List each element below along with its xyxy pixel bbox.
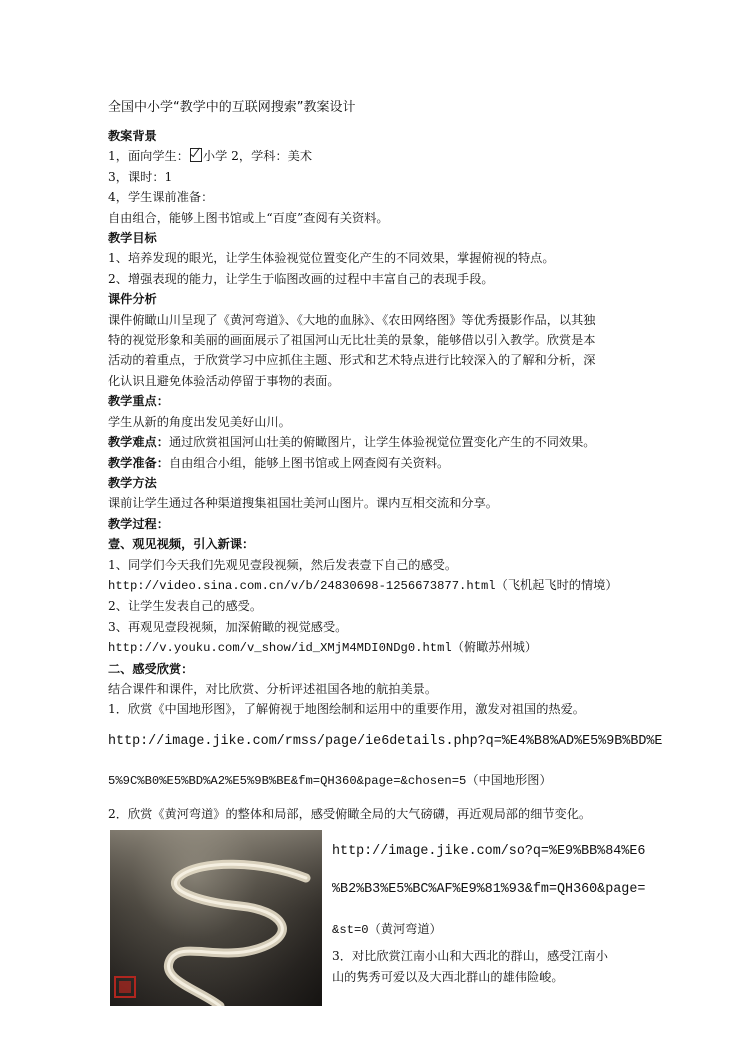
analysis-heading: 课件分析 [108, 292, 157, 307]
part1-url-line [108, 637, 638, 658]
river-link-end[interactable]: &st=0 [332, 922, 369, 937]
part2-heading: 二、感受欣赏： [108, 661, 194, 676]
goal-item: 2、增强表现的能力，让学生于临图改画的过程中丰富自己的表现手段。 [108, 271, 494, 286]
prep-label: 教学准备： [108, 455, 169, 470]
analysis-line: 活动的着重点，于欣赏学习中应抓住主题、形式和艺术特点进行比较深入的了解和分析，深 [108, 353, 596, 368]
video-link-2[interactable]: http://v.youku.com/v_show/id_XMjM4MDI0NDg0.html [108, 641, 452, 656]
analysis-line: 特的视觉形象和美丽的画面展示了祖国河山无比壮美的景象，能够借以引入教学。欣赏是本 [108, 333, 596, 348]
yellow-river-bend-photo [110, 830, 322, 1006]
map-link-continued[interactable]: 5%9C%B0%E5%BD%A2%E5%9B%BE&fm=QH360&page=&chosen=5 [108, 774, 467, 789]
periods-line: 3，课时：1 [108, 169, 173, 184]
part2-intro: 结合课件和课件，对比欣赏、分析评述祖国各地的航拍美景。 [108, 681, 438, 696]
checkbox-checked-icon[interactable] [190, 148, 202, 162]
video-link-1[interactable]: http://video.sina.com.cn/v/b/24830698-1256673877.html [108, 578, 496, 593]
map-link-line-2 [108, 770, 638, 791]
part2-item3-line2: 山的隽秀可爱以及大西北群山的雄伟险峻。 [332, 969, 564, 984]
part2-item3-line1: 3．对比欣赏江南小山和大西北的群山，感受江南小 [332, 949, 608, 964]
audience-line [108, 146, 638, 166]
river-link-line-2[interactable]: %B2%B3%E5%BC%AF%E9%81%93&fm=QH360&page= [332, 882, 646, 898]
prep-text: 自由组合小组，能够上图书馆或上网查阅有关资料。 [168, 455, 450, 470]
difficulty-label: 教学难点： [108, 435, 169, 450]
video-note-2: （俯瞰苏州城） [451, 640, 538, 655]
part1-step: 1、同学们今天我们先观见壹段视频，然后发表壹下自己的感受。 [108, 557, 458, 572]
river-link-line-3 [332, 919, 640, 940]
part1-step: 3、再观见壹段视频，加深俯瞰的视觉感受。 [108, 619, 348, 634]
part1-url-line [108, 575, 638, 596]
difficulty-line [108, 432, 638, 452]
prep-materials-line [108, 453, 638, 473]
method-text: 课前让学生通过各种渠道搜集祖国壮美河山图片。课内互相交流和分享。 [108, 496, 498, 511]
river-illustration [110, 830, 322, 1006]
audience-label: 1，面向学生： [108, 149, 189, 164]
figure-row [108, 830, 646, 1006]
key-heading: 教学重点： [108, 394, 169, 409]
part2-item: 1．欣赏《中国地形图》，了解俯视于地图绘制和运用中的重要作用，激发对祖国的热爱。 [108, 702, 585, 717]
analysis-line: 课件俯瞰山川呈现了《黄河弯道》、《大地的血脉》、《农田网络图》等优秀摄影作品，以其独 [108, 312, 596, 327]
part1-heading: 壹、观见视频，引入新课： [108, 537, 255, 552]
river-link-line-1[interactable]: http://image.jike.com/so?q=%E9%BB%84%E6 [332, 844, 646, 859]
map-link-line-1[interactable]: http://image.jike.com/rmss/page/ie6details.php?q=%E4%B8%AD%E5%9B%BD%E [108, 733, 663, 749]
background-heading: 教案背景 [108, 129, 157, 143]
video-note-1: （飞机起飞时的情境） [495, 577, 618, 592]
audience-value: 小学 2，学科：美术 [202, 149, 313, 164]
river-note: （黄河弯道） [368, 921, 442, 936]
figure-caption-block [332, 830, 646, 987]
prep-detail-line: 自由组合，能够上图书馆或上“百度”查阅有关资料。 [108, 210, 389, 225]
prep-line: 4，学生课前准备： [108, 190, 214, 205]
key-text: 学生从新的角度出发见美好山川。 [108, 414, 291, 429]
document [108, 98, 663, 1006]
document-title: 全国中小学“教学中的互联网搜索”教案设计 [108, 100, 356, 115]
method-heading: 教学方法 [108, 475, 157, 490]
process-heading: 教学过程： [108, 516, 169, 531]
map-note: （中国地形图） [466, 773, 552, 788]
part1-step: 2、让学生发表自己的感受。 [108, 599, 263, 614]
seal-stamp [114, 976, 136, 998]
analysis-line: 化认识且避免体验活动停留于事物的表面。 [108, 373, 340, 388]
goal-item: 1、培养发现的眼光，让学生体验视觉位置变化产生的不同效果，掌握俯视的特点。 [108, 251, 555, 266]
part2-item: 2．欣赏《黄河弯道》的整体和局部，感受俯瞰全局的大气磅礴，再近观局部的细节变化。 [108, 806, 592, 821]
difficulty-text: 通过欣赏祖国河山壮美的俯瞰图片，让学生体验视觉位置变化产生的不同效果。 [168, 435, 596, 450]
goals-heading: 教学目标 [108, 231, 157, 246]
